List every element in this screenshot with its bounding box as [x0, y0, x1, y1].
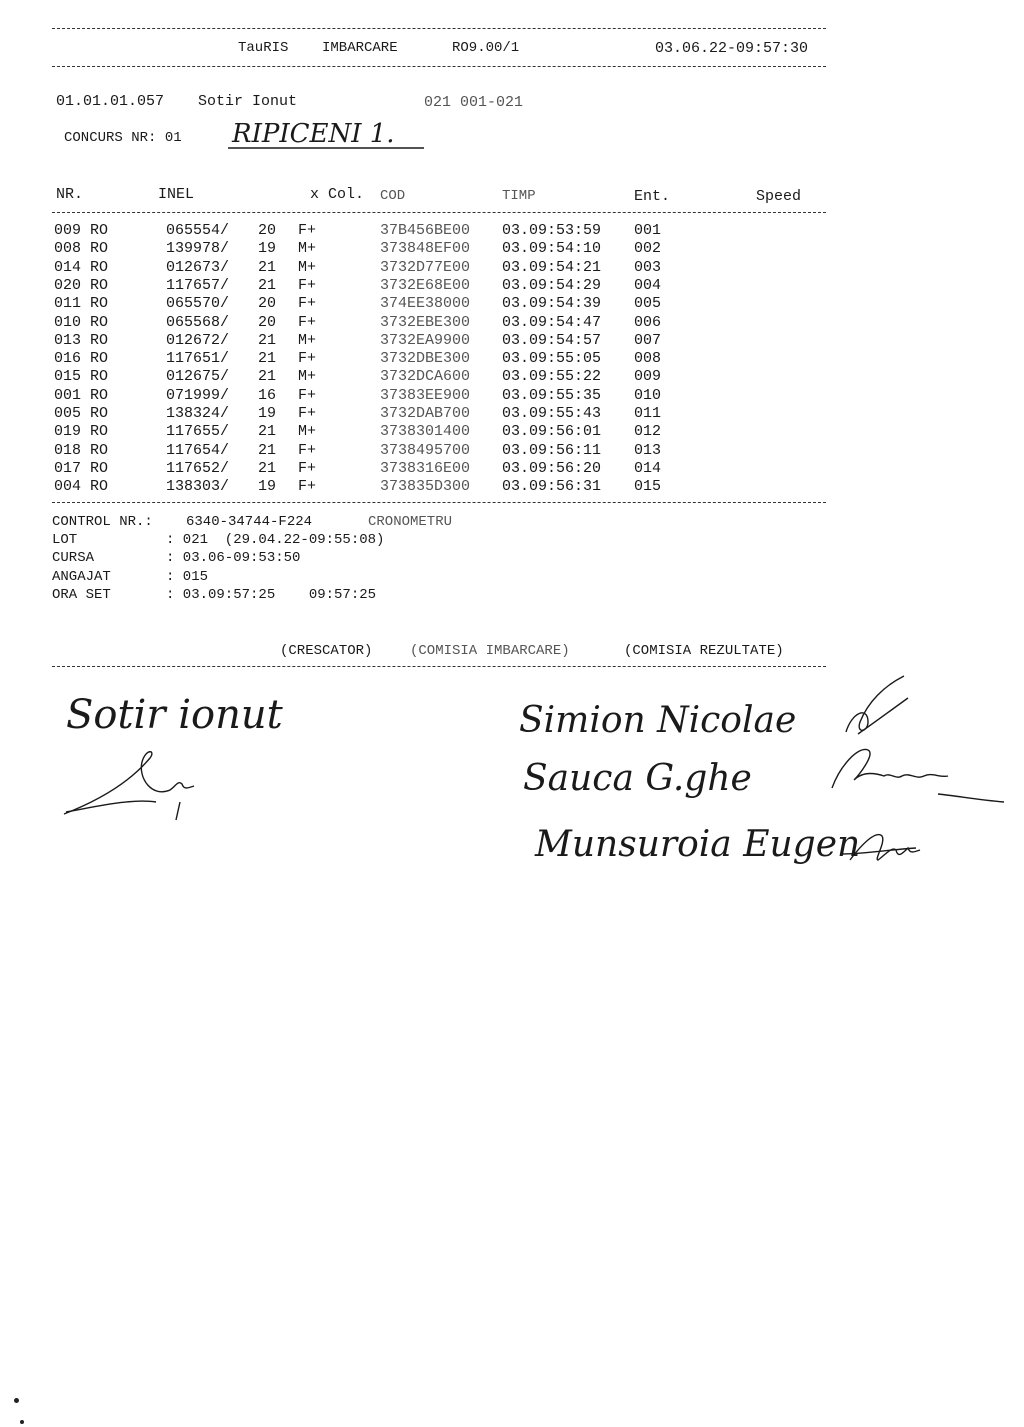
cell-cod: 373848EF00	[380, 240, 471, 258]
cell-inel: 117652/	[166, 459, 230, 477]
cell-sex: M+	[298, 240, 317, 258]
cursa-value: : 03.06-09:53:50	[166, 550, 301, 566]
cell-yr: 21	[258, 368, 277, 386]
cell-inel: 138324/	[166, 405, 230, 422]
col-header-nr: NR.	[56, 186, 84, 203]
cell-yr: 19	[258, 478, 277, 496]
cell-yr: 21	[258, 331, 277, 349]
cell-cod: 3732DBE300	[380, 350, 471, 368]
cell-nr: 011 RO	[54, 295, 109, 313]
commission-signature-1	[838, 672, 918, 742]
cell-cod: 3738495700	[380, 441, 471, 459]
cell-timp: 03.09:55:22	[502, 368, 602, 386]
contest-label: CONCURS NR: 01	[64, 130, 182, 146]
cell-ent: 010	[634, 386, 662, 404]
cell-ent: 001	[634, 222, 662, 239]
svg-text:Simion Nicolae: Simion Nicolae	[519, 700, 797, 741]
cell-nr: 019 RO	[54, 423, 109, 441]
cell-nr: 016 RO	[54, 350, 109, 368]
angajat-label: ANGAJAT	[52, 569, 111, 585]
cell-yr: 21	[258, 276, 277, 294]
cell-timp: 03.09:54:39	[502, 295, 602, 313]
cell-cod: 373835D300	[380, 478, 471, 496]
cell-timp: 03.09:54:10	[502, 240, 602, 258]
cell-timp: 03.09:53:59	[502, 222, 602, 239]
cell-inel: 117654/	[166, 441, 230, 459]
cell-timp: 03.09:56:11	[502, 441, 602, 459]
cell-inel: 117657/	[166, 276, 230, 294]
table-row	[0, 277, 1024, 295]
cell-yr: 19	[258, 405, 277, 422]
svg-text:Sotir ionut: Sotir ionut	[66, 692, 283, 738]
lot-label: LOT	[52, 532, 78, 548]
col-header-ent: Ent.	[634, 188, 671, 205]
caption-crescator: (CRESCATOR)	[280, 643, 373, 659]
cell-inel: 012672/	[166, 331, 230, 349]
cell-nr: 020 RO	[54, 276, 109, 294]
table-row	[0, 460, 1024, 478]
table-header-rule	[52, 212, 826, 213]
cell-inel: 117651/	[166, 350, 230, 368]
caption-comisia-imbarcare: (COMISIA IMBARCARE)	[410, 643, 570, 659]
cell-cod: 37B456BE00	[380, 222, 471, 239]
cell-sex: F+	[298, 478, 317, 496]
col-header-inel: INEL	[158, 186, 195, 203]
cell-sex: F+	[298, 459, 317, 477]
table-row	[0, 314, 1024, 332]
cell-cod: 37383EE900	[380, 386, 471, 404]
contest-place-handwritten	[226, 110, 456, 155]
cell-timp: 03.09:54:57	[502, 331, 602, 349]
fancier-name: Sotir Ionut	[198, 93, 298, 110]
table-row	[0, 295, 1024, 313]
cell-timp: 03.09:56:20	[502, 459, 602, 477]
cell-ent: 011	[634, 405, 662, 422]
lot-value: : 021 (29.04.22-09:55:08)	[166, 532, 385, 548]
fancier-range: 021 001-021	[424, 94, 524, 111]
cell-ent: 013	[634, 441, 662, 459]
cell-sex: F+	[298, 222, 317, 239]
table-row	[0, 423, 1024, 441]
cell-ent: 008	[634, 350, 662, 368]
table-row	[0, 332, 1024, 350]
cell-sex: M+	[298, 423, 317, 441]
cell-timp: 03.09:54:29	[502, 276, 602, 294]
cell-ent: 012	[634, 423, 662, 441]
cell-nr: 008 RO	[54, 240, 109, 258]
cell-sex: F+	[298, 276, 317, 294]
table-row	[0, 259, 1024, 277]
cell-sex: M+	[298, 331, 317, 349]
cell-inel: 065554/	[166, 222, 230, 239]
cell-ent: 005	[634, 295, 662, 313]
oraset-value: : 03.09:57:25 09:57:25	[166, 587, 377, 603]
cell-sex: F+	[298, 295, 317, 313]
cell-ent: 007	[634, 331, 662, 349]
cell-inel: 065568/	[166, 313, 230, 331]
table-row	[0, 442, 1024, 460]
cell-ent: 006	[634, 313, 662, 331]
cell-cod: 3732EBE300	[380, 313, 471, 331]
cell-yr: 19	[258, 240, 277, 258]
fancier-signature	[60, 738, 210, 828]
cell-nr: 018 RO	[54, 441, 109, 459]
cell-sex: F+	[298, 350, 317, 368]
cell-nr: 005 RO	[54, 405, 109, 422]
cell-ent: 014	[634, 459, 662, 477]
cell-yr: 20	[258, 295, 277, 313]
cell-cod: 3732D77E00	[380, 258, 471, 276]
cell-nr: 017 RO	[54, 459, 109, 477]
cell-yr: 16	[258, 386, 277, 404]
cell-timp: 03.09:55:05	[502, 350, 602, 368]
cell-timp: 03.09:55:43	[502, 405, 602, 422]
cell-timp: 03.09:56:01	[502, 423, 602, 441]
cell-yr: 21	[258, 441, 277, 459]
cell-ent: 003	[634, 258, 662, 276]
cell-ent: 004	[634, 276, 662, 294]
cell-yr: 21	[258, 350, 277, 368]
scan-speck	[14, 1398, 19, 1403]
cell-inel: 138303/	[166, 478, 230, 496]
cell-cod: 3738301400	[380, 423, 471, 441]
cell-inel: 071999/	[166, 386, 230, 404]
cell-timp: 03.09:55:35	[502, 386, 602, 404]
table-row	[0, 222, 1024, 240]
cell-ent: 002	[634, 240, 662, 258]
cell-cod: 3732DCA600	[380, 368, 471, 386]
cell-cod: 3732EA9900	[380, 331, 471, 349]
cell-inel: 117655/	[166, 423, 230, 441]
cell-nr: 013 RO	[54, 331, 109, 349]
cell-sex: M+	[298, 368, 317, 386]
cell-cod: 3738316E00	[380, 459, 471, 477]
cell-timp: 03.09:54:21	[502, 258, 602, 276]
col-header-speed: Speed	[756, 188, 802, 205]
cell-sex: F+	[298, 441, 317, 459]
top-rule	[52, 28, 826, 29]
fancier-code: 01.01.01.057	[56, 93, 165, 110]
table-row	[0, 478, 1024, 496]
caption-comisia-rezultate: (COMISIA REZULTATE)	[624, 643, 784, 659]
cell-sex: F+	[298, 405, 317, 422]
header-timestamp: 03.06.22-09:57:30	[655, 40, 809, 57]
cell-timp: 03.09:54:47	[502, 313, 602, 331]
col-header-timp: TIMP	[502, 188, 536, 204]
commission-signature-3	[836, 820, 926, 880]
cell-nr: 004 RO	[54, 478, 109, 496]
control-extra: CRONOMETRU	[368, 514, 453, 530]
cell-cod: 374EE38000	[380, 295, 471, 313]
header-doc-type: IMBARCARE	[322, 40, 398, 56]
svg-text:RIPICENI 1.: RIPICENI 1.	[232, 119, 395, 149]
oraset-label: ORA SET	[52, 587, 111, 603]
cell-inel: 012675/	[166, 368, 230, 386]
table-row	[0, 405, 1024, 423]
cell-cod: 3732DAB700	[380, 405, 471, 422]
header-rule	[52, 66, 826, 67]
cell-nr: 015 RO	[54, 368, 109, 386]
control-label: CONTROL NR.:	[52, 514, 153, 530]
commission-signature-2	[828, 736, 1008, 802]
cell-nr: 001 RO	[54, 386, 109, 404]
cell-nr: 009 RO	[54, 222, 109, 239]
cell-sex: M+	[298, 258, 317, 276]
cell-yr: 21	[258, 459, 277, 477]
cell-nr: 010 RO	[54, 313, 109, 331]
header-app: TauRIS	[238, 40, 289, 56]
cell-yr: 21	[258, 258, 277, 276]
cell-ent: 015	[634, 478, 662, 496]
table-body	[0, 222, 1024, 502]
control-value: 6340-34744-F224	[186, 514, 313, 530]
table-row	[0, 240, 1024, 258]
table-row	[0, 368, 1024, 386]
cursa-label: CURSA	[52, 550, 95, 566]
cell-yr: 20	[258, 222, 277, 239]
cell-sex: F+	[298, 386, 317, 404]
scan-speck	[20, 1420, 24, 1424]
angajat-value: : 015	[166, 569, 209, 585]
cell-inel: 065570/	[166, 295, 230, 313]
cell-ent: 009	[634, 368, 662, 386]
table-bottom-rule	[52, 502, 826, 503]
commission-handwritten-names	[515, 686, 861, 876]
cell-yr: 21	[258, 423, 277, 441]
table-row	[0, 387, 1024, 405]
cell-timp: 03.09:56:31	[502, 478, 602, 496]
cell-inel: 012673/	[166, 258, 230, 276]
col-header-cod: COD	[380, 188, 406, 204]
cell-yr: 20	[258, 313, 277, 331]
signature-rule	[52, 666, 826, 667]
header-version: RO9.00/1	[452, 40, 520, 56]
fancier-handwritten-name	[60, 684, 300, 744]
svg-text:Sauca G.ghe: Sauca G.ghe	[523, 758, 752, 799]
cell-inel: 139978/	[166, 240, 230, 258]
cell-sex: F+	[298, 313, 317, 331]
table-row	[0, 350, 1024, 368]
cell-nr: 014 RO	[54, 258, 109, 276]
svg-text:Munsuroia Eugen: Munsuroia Eugen	[535, 824, 861, 865]
cell-cod: 3732E68E00	[380, 276, 471, 294]
col-header-xcol: x Col.	[310, 186, 365, 203]
